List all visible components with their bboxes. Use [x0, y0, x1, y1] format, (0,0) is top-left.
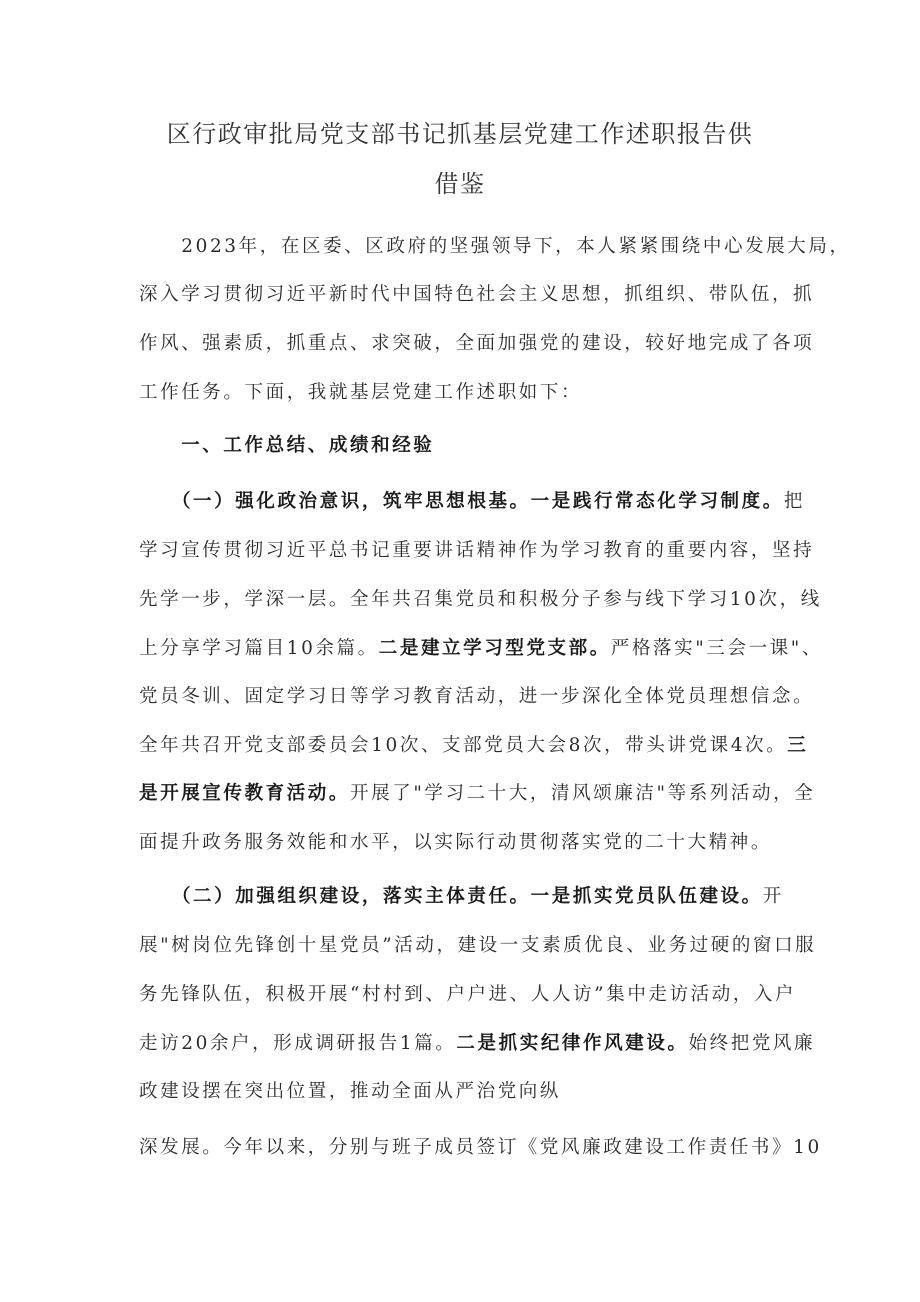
paragraph-line — [139, 280, 814, 306]
paragraph-line — [139, 1029, 815, 1055]
text-segment: 作风、强素质，抓重点、求突破，全面加强党的建设，较好地完成了各项 — [139, 333, 815, 354]
text-segment: 深发展。今年以来，分别与班子成员签订《党风廉政建设工作责任书》10 — [139, 1137, 822, 1158]
paragraph-line — [139, 431, 434, 457]
paragraph-line — [139, 585, 822, 611]
bold-text: （一）强化政治意识，筑牢思想根基。一是践行常态化学习制度。 — [139, 491, 784, 512]
bold-text: 三 — [787, 735, 809, 756]
text-segment: 政建设摆在突出位置，推动全面从严治党向纵 — [139, 1081, 562, 1102]
paragraph-line — [139, 536, 814, 562]
paragraph-line — [139, 828, 772, 854]
text-segment: 深入学习贯彻习近平新时代中国特色社会主义思想，抓组织、带队伍，抓 — [139, 284, 815, 305]
text-segment: 开展了"学习二十大，清风颂廉洁"等系列活动，全 — [350, 783, 816, 804]
text-segment: 把 — [783, 491, 805, 512]
paragraph-line — [139, 232, 851, 258]
paragraph-line — [139, 487, 805, 513]
bold-text: 是开展宣传教育活动。 — [139, 783, 351, 804]
paragraph-line — [139, 682, 814, 708]
paragraph-line — [139, 882, 784, 908]
paragraph-line — [139, 980, 796, 1006]
bold-text: 一、工作总结、成绩和经验 — [139, 435, 435, 456]
text-segment: 先学一步，学深一层。全年共召集党员和积极分子参与线下学习10次，线 — [139, 589, 822, 610]
text-segment: 工作任务。下面，我就基层党建工作述职如下： — [139, 382, 583, 403]
text-segment: 党员冬训、固定学习日等学习教育活动，进一步深化全体党员理想信念。 — [139, 686, 815, 707]
text-segment: 面提升政务服务效能和水平，以实际行动贯彻落实党的二十大精神。 — [139, 832, 773, 853]
paragraph-line — [139, 378, 582, 404]
paragraph-line — [139, 329, 814, 355]
text-segment: 全年共召开党支部委员会10次、支部党员大会8次，带头讲党课4次。 — [139, 735, 788, 756]
text-segment: 学习宣传贯彻习近平总书记重要讲话精神作为学习教育的重要内容，坚持 — [139, 540, 815, 561]
text-segment: 严格落实"三会一课"、 — [610, 638, 823, 659]
text-segment: 务先锋队伍，积极开展“村村到、户户进、人人访”集中走访活动，入户 — [139, 984, 797, 1005]
bold-text: （二）加强组织建设，落实主体责任。一是抓实党员队伍建设。 — [139, 886, 763, 907]
paragraph-line — [139, 1077, 561, 1103]
text-segment: 开 — [762, 886, 784, 907]
paragraph-line — [139, 1133, 822, 1159]
text-segment: 走访20余户，形成调研报告1篇。 — [139, 1033, 457, 1054]
paragraph-line — [139, 931, 816, 957]
bold-text: 二是建立学习型党支部。 — [378, 638, 611, 659]
paragraph-line — [139, 634, 823, 660]
document-title-line-1: 区行政审批局党支部书记抓基层党建工作述职报告供 — [166, 120, 754, 148]
document-title-line-2: 借鉴 — [434, 170, 486, 198]
paragraph-line — [139, 731, 808, 757]
text-segment: 上分享学习篇目10余篇。 — [139, 638, 379, 659]
text-segment: 展"树岗位先锋创十星党员”活动，建设一支素质优良、业务过硬的窗口服 — [139, 935, 817, 956]
text-segment: 2023年，在区委、区政府的坚强领导下，本人紧紧围绕中心发展大局， — [139, 236, 851, 257]
paragraph-line — [139, 779, 815, 805]
bold-text: 二是抓实纪律作风建设。 — [456, 1033, 689, 1054]
text-segment: 始终把党风廉 — [688, 1033, 816, 1054]
